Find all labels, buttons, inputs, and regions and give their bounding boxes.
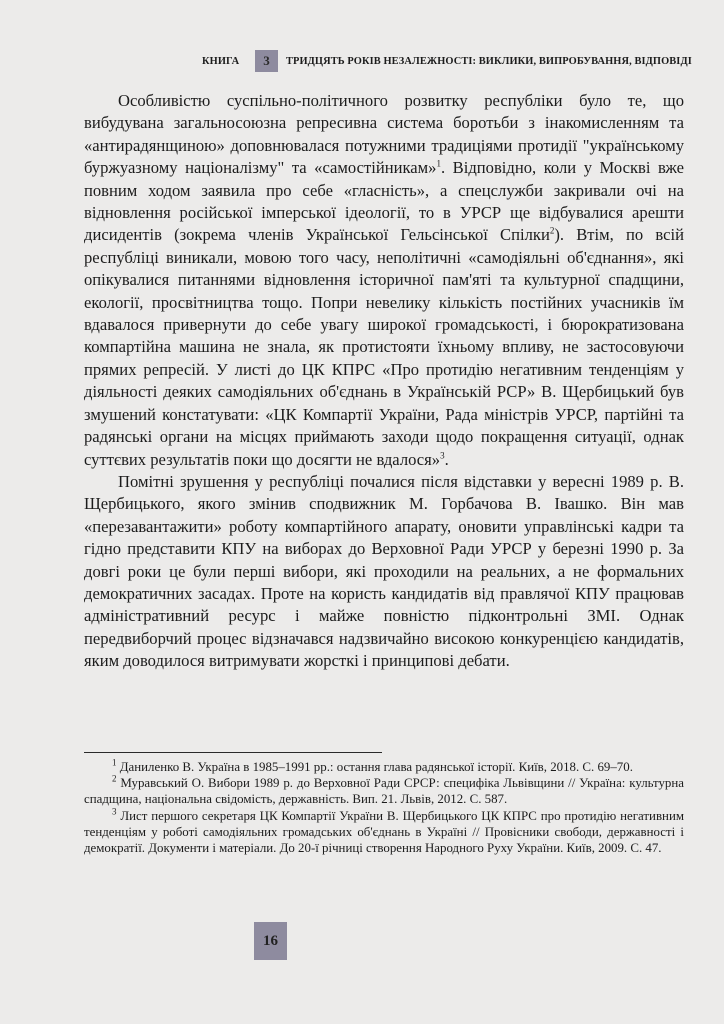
- footnote-1: [84, 759, 684, 775]
- footnote-text: Даниленко В. Україна в 1985–1991 рр.: остання глава радянської історії. Київ, 2018. С. 69–70.: [119, 760, 633, 774]
- footnote-divider: [84, 752, 382, 753]
- main-text: [84, 90, 684, 673]
- paragraph-1-part-2: . Відповідно, коли у Москві вже повним ходом заявила про себе «гласність», а спецслужби закривали очі на відновлення російської імперської ідеології, то в УРСР ще відбувалися арешти дисидентів (зокрема членів Української Гельсінської Спілки: [84, 158, 684, 245]
- footnote-text: Лист першого секретаря ЦК Компартії України В. Щербицького ЦК КПРС про протидію негативним тенденціям у роботі самодіяльних громадських об'єднань в Україні // Провісники свободи, державності і демократії. Документи і матеріали. До 20-ї річниці створення Народного Руху України. Київ, 2009. С. 47.: [84, 808, 684, 856]
- footnote-ref-2: 2: [549, 225, 555, 236]
- footnote-text: Муравський О. Вибори 1989 р. до Верховної Ради СРСР: специфіка Львівщини // Україна: культурна спадщина, національна свідомість, державність. Вип. 21. Львів, 2012. С. 587.: [84, 776, 684, 807]
- footnote-number: 3: [112, 806, 117, 817]
- paragraph-2: Помітні зрушення у республіці почалися після відставки у вересні 1989 р. В. Щербицького, якого змінив сподвижник М. Горбачова В. Івашко. Він мав «перезавантажити» роботу компартійного апарату, оновити управлінські кадри та гідно представити КПУ на виборах до Верховної Ради УРСР у березні 1990 р. За довгі роки це були перші вибори, які проходили на реальних, а не формальних демократичних засадах. Проте на користь кандидатів від правлячої КПУ працював адміністративний ресурс і майже повністю підконтрольні ЗМІ. Однак передвиборчий процес відзначався надзвичайно високою конкуренцією кандидатів, яким доводилося витримувати жорсткі і принципові дебати.: [84, 471, 684, 671]
- footnote-number: 1: [112, 757, 117, 768]
- footnote-3: [84, 808, 684, 857]
- paragraph-1: [84, 90, 684, 471]
- footnote-number: 2: [112, 773, 117, 784]
- book-label: КНИГА: [202, 56, 240, 67]
- book-number-badge: 3: [255, 50, 278, 72]
- footnote-ref-1: 1: [436, 158, 441, 169]
- footnotes: [84, 759, 684, 856]
- paragraph-1-part-3: ). Втім, по всій республіці виникали, мовою того часу, неполітичні «самодіяльні об'єднання», які опікувалися питаннями відновлення історичної пам'яті та культурної спадщини, екології, просвітництва тощо. Попри невелику кількість постійних учасників їм вдавалося привернути до себе увагу широкої громадськості, і бюрократизована компартійна машина не знала, як протистояти їхньому впливу, не застосовуючи прямих репресій. У листі до ЦК КПРС «Про протидію негативним тенденціям у діяльності деяких самодіяльних об'єднань в Українській РСР» В. Щербицький був змушений констатувати: «ЦК Компартії України, Рада міністрів УРСР, партійні та радянські органи на місцях приймають заходи щодо покращення ситуації, однак суттєвих результатів поки що досягти не вдалося»: [84, 225, 684, 469]
- running-header: [84, 50, 692, 72]
- series-title: ТРИДЦЯТЬ РОКІВ НЕЗАЛЕЖНОСТІ: ВИКЛИКИ, ВИПРОБУВАННЯ, ВІДПОВІДІ: [286, 56, 692, 67]
- page-number: 16: [254, 922, 287, 960]
- paragraph-1-part-4: .: [444, 449, 449, 469]
- footnote-2: [84, 775, 684, 807]
- footnote-ref-3: 3: [440, 449, 445, 460]
- paragraph-1-part-1: Особливістю суспільно-політичного розвитку республіки було те, що вибудувана загальносоюзна репресивна система боротьби з інакомисленням та «антирадянщиною» доповнювалася потужними традиціями протидії "українському буржуазному націоналізму" та «самостійникам»: [84, 91, 684, 178]
